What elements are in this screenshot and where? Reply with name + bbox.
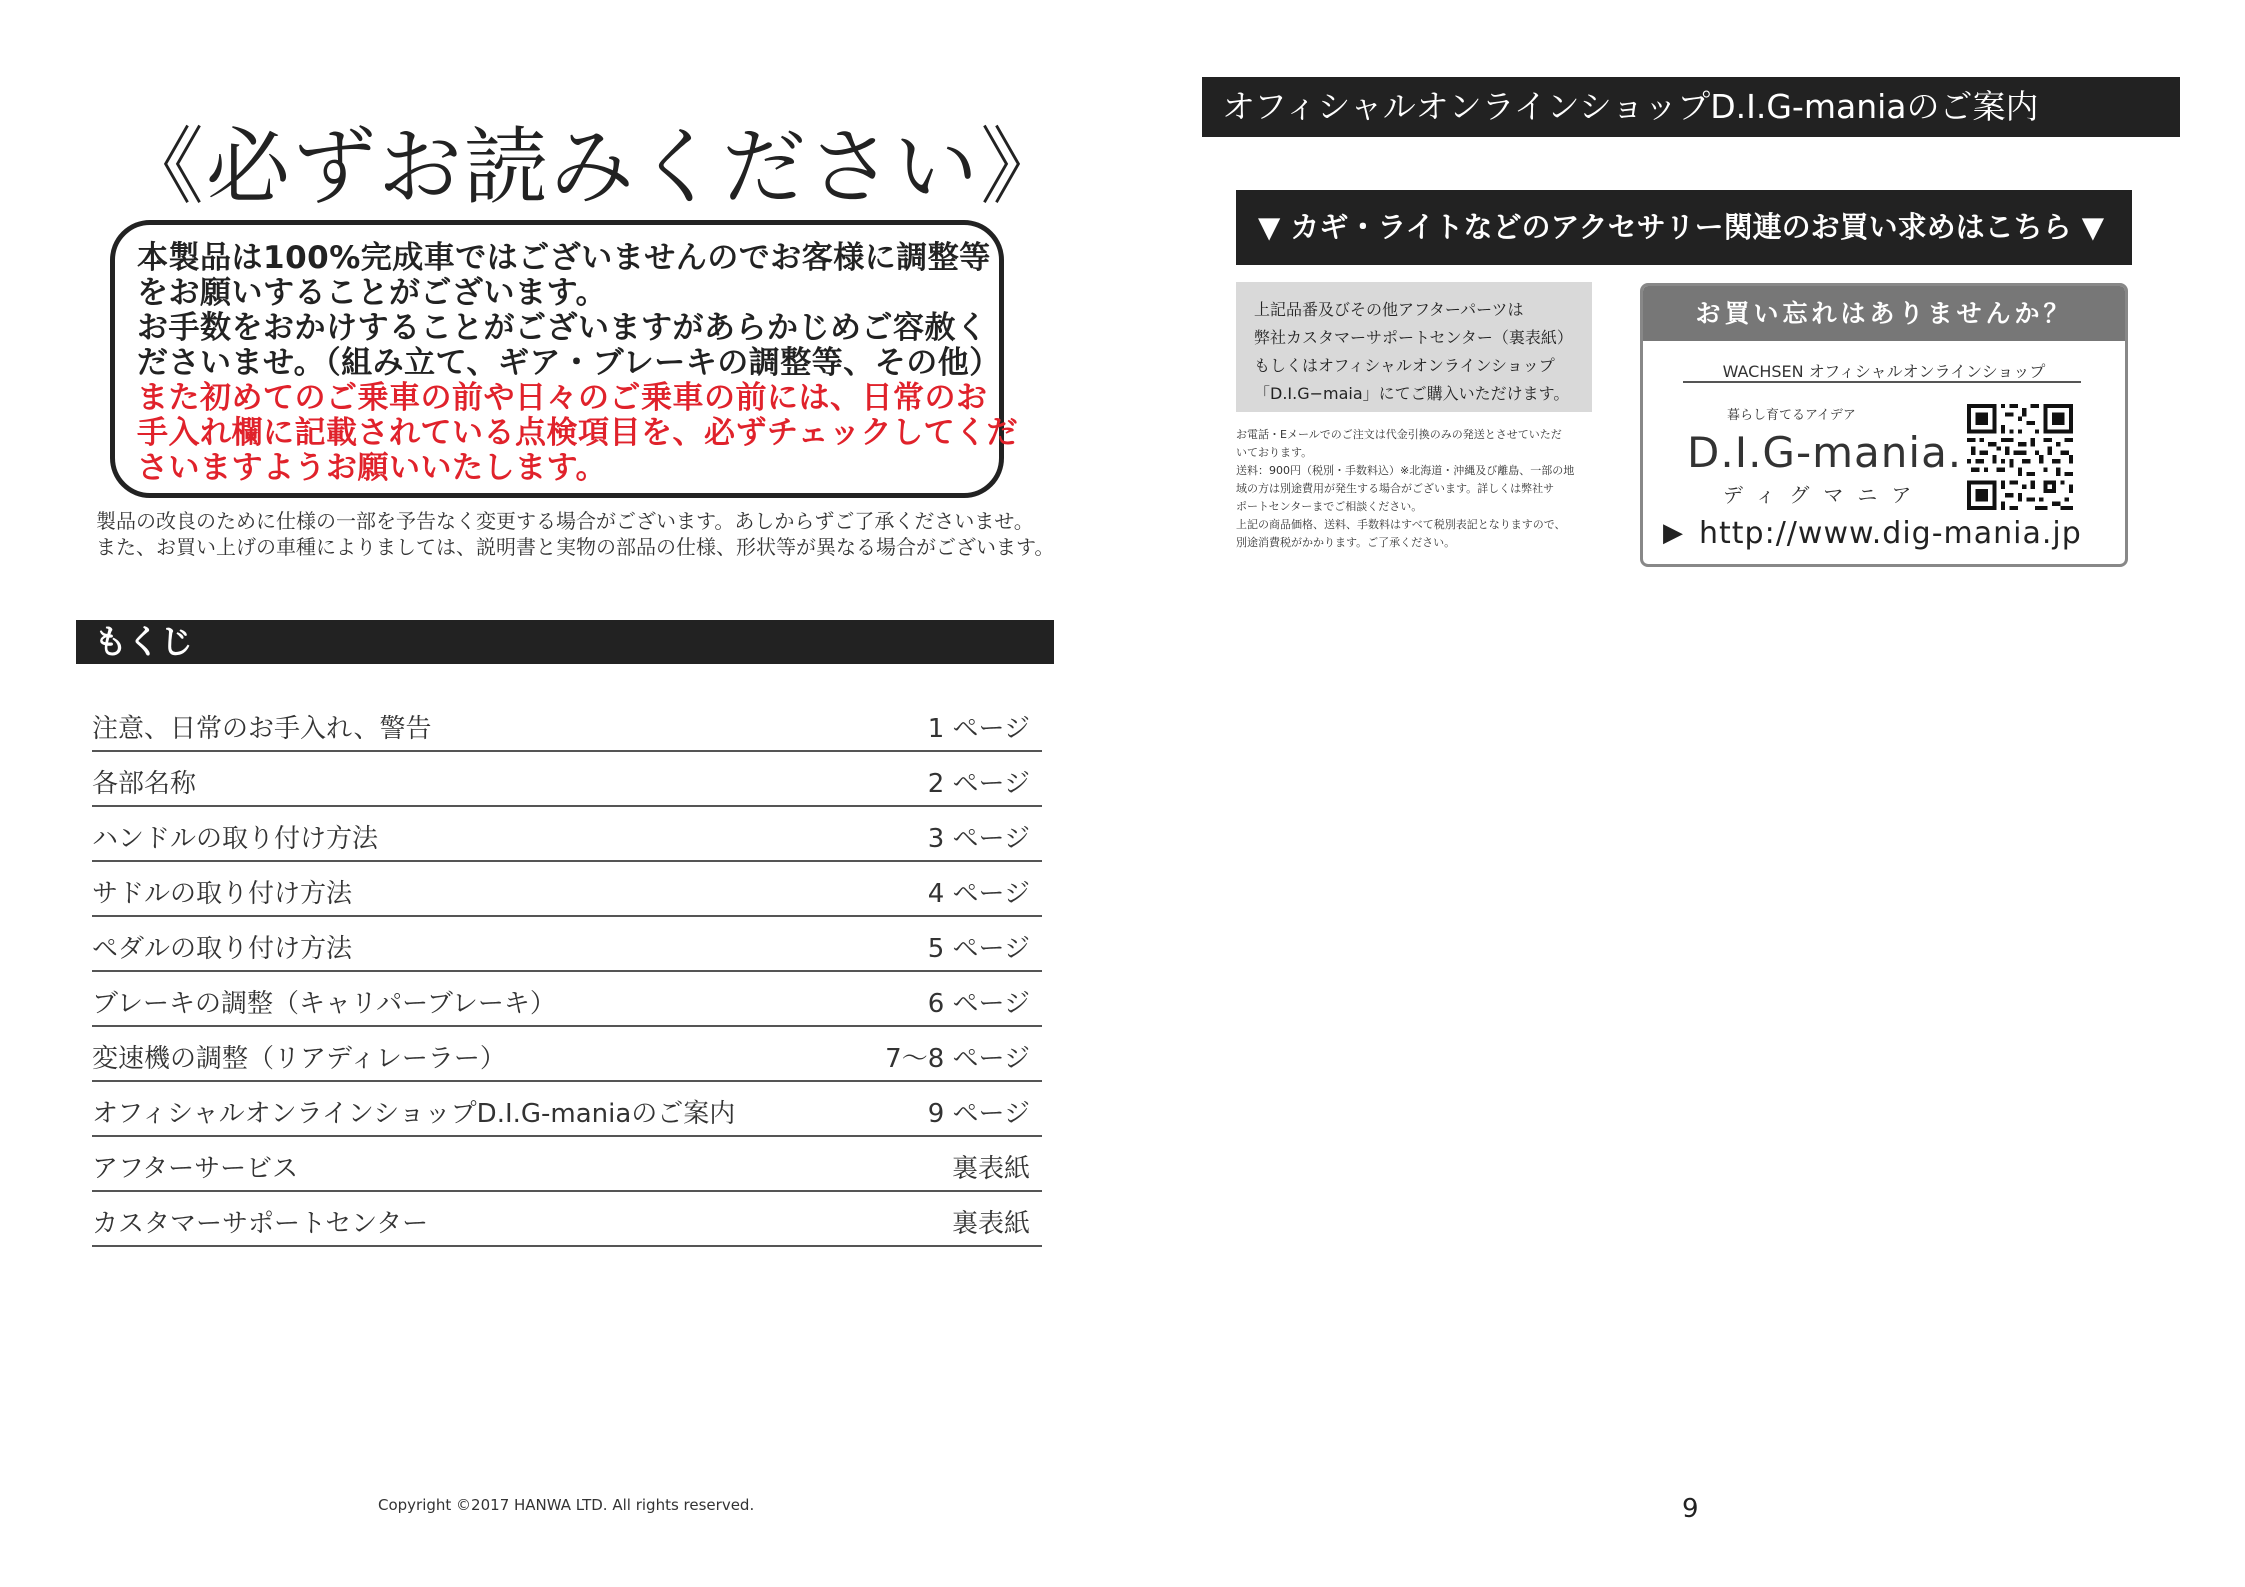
online-shop-ad	[1640, 283, 2128, 567]
toc-page: 1 ページ	[927, 714, 1030, 744]
toc-label: オフィシャルオンラインショップD.I.G-maniaのご案内	[92, 1099, 736, 1129]
toc-row[interactable]	[92, 1192, 1042, 1247]
toc-row[interactable]	[92, 972, 1042, 1027]
notice-warning-line: 手入れ欄に記載されている点検項目を、必ずチェックしてくだ	[137, 415, 1019, 451]
info-line: 弊社カスタマーサポートセンター（裏表紙）	[1254, 328, 1573, 347]
accessory-banner: ▼ カギ・ライトなどのアクセサリー関連のお買い求めはこちら ▼	[1236, 190, 2132, 265]
toc-page: 裏表紙	[951, 1209, 1030, 1239]
notice-line: をお願いすることがございます。	[137, 275, 608, 311]
toc-label: ブレーキの調整（キャリパーブレーキ）	[92, 989, 556, 1019]
fine-print-line: 域の方は別途費用が発生する場合がございます。詳しくは弊社サ	[1236, 482, 1555, 495]
toc-page: 6 ページ	[927, 989, 1030, 1019]
ordering-fine-print	[1236, 426, 1608, 552]
toc-label: ハンドルの取り付け方法	[92, 824, 379, 854]
toc-row[interactable]	[92, 752, 1042, 807]
shop-url-link[interactable]: http://www.dig-mania.jp	[1699, 516, 2082, 551]
page-number: 9	[1682, 1494, 1699, 1524]
toc-label: サドルの取り付け方法	[92, 879, 353, 909]
notice-box	[110, 220, 1019, 498]
toc-page: 5 ページ	[927, 934, 1030, 964]
ad-title: お買い忘れはありませんか？	[1643, 286, 2125, 341]
fine-print-line: ポートセンターまでご相談ください。	[1236, 500, 1423, 513]
toc-page: 7〜8 ページ	[885, 1044, 1030, 1074]
toc-row[interactable]	[92, 1027, 1042, 1082]
spec-change-note	[96, 508, 1055, 560]
notice-line: 本製品は100%完成車ではございませんのでお客様に調整等	[137, 240, 991, 276]
spec-note-line: 製品の改良のために仕様の一部を予告なく変更する場合がございます。あしからずご了承くださいませ。	[96, 509, 1034, 533]
toc-label: アフターサービス	[92, 1154, 299, 1184]
toc-page: 2 ページ	[927, 769, 1030, 799]
qr-code-icon[interactable]	[1967, 404, 2073, 510]
fine-print-line: いております。	[1236, 446, 1313, 459]
shop-section-heading: オフィシャルオンラインショップD.I.G-maniaのご案内	[1202, 77, 2180, 137]
toc-row[interactable]	[92, 807, 1042, 862]
copyright: Copyright ©2017 HANWA LTD. All rights reserved.	[378, 1496, 755, 1514]
ad-brand: D.I.G-mania.	[1687, 428, 1963, 477]
ad-divider	[1683, 381, 2081, 383]
ad-shop-name: WACHSEN オフィシャルオンラインショップ	[1722, 362, 2046, 381]
toc-page: 4 ページ	[927, 879, 1030, 909]
toc-page: 9 ページ	[927, 1099, 1030, 1129]
toc-row[interactable]	[92, 1137, 1042, 1192]
fine-print-line: 上記の商品価格、送料、手数料はすべて税別表記となりますので、	[1236, 518, 1566, 531]
toc-label: 各部名称	[92, 769, 197, 799]
info-line: 上記品番及びその他アフターパーツは	[1254, 300, 1524, 319]
notice-warning-line: また初めてのご乗車の前や日々のご乗車の前には、日常のお	[137, 380, 988, 416]
parts-purchase-info	[1236, 282, 1592, 412]
fine-print-line: お電話・Eメールでのご注文は代金引換のみの発送とさせていただ	[1236, 428, 1562, 441]
ad-tagline: 暮らし育てるアイデア	[1727, 408, 1856, 423]
arrow-right-icon: ▶	[1663, 518, 1683, 548]
notice-warning-line: さいますようお願いいたします。	[137, 450, 608, 486]
fine-print-line: 別途消費税がかかります。ご了承ください。	[1236, 536, 1456, 549]
page-title: 《必ずお読みください》	[120, 118, 1067, 216]
spec-note-line: また、お買い上げの車種によりましては、説明書と実物の部品の仕様、形状等が異なる場合がございます。	[96, 535, 1055, 559]
notice-line: ださいませ。（組み立て、ギア・ブレーキの調整等、その他）	[137, 345, 1001, 381]
toc-label: 変速機の調整（リアディレーラー）	[92, 1044, 506, 1074]
toc-page: 裏表紙	[951, 1154, 1030, 1184]
toc-row[interactable]	[92, 697, 1042, 752]
toc-row[interactable]	[92, 917, 1042, 972]
notice-line: お手数をおかけすることがございますがあらかじめご容赦く	[137, 310, 988, 346]
toc-page: 3 ページ	[927, 824, 1030, 854]
toc-heading: もくじ	[76, 620, 1054, 664]
toc-label: ペダルの取り付け方法	[92, 934, 353, 964]
toc-label: 注意、日常のお手入れ、警告	[92, 714, 432, 744]
toc-label: カスタマーサポートセンター	[92, 1209, 429, 1239]
ad-brand-kana: ディグマニア	[1723, 483, 1926, 507]
table-of-contents	[92, 697, 1042, 1247]
info-line: 「D.I.G−maia」にてご購入いただけます。	[1254, 384, 1570, 403]
info-line: もしくはオフィシャルオンラインショップ	[1254, 356, 1555, 375]
toc-row[interactable]	[92, 1082, 1042, 1137]
fine-print-line: 送料：900円（税別・手数料込）※北海道・沖縄及び離島、一部の地	[1236, 464, 1575, 477]
toc-row[interactable]	[92, 862, 1042, 917]
